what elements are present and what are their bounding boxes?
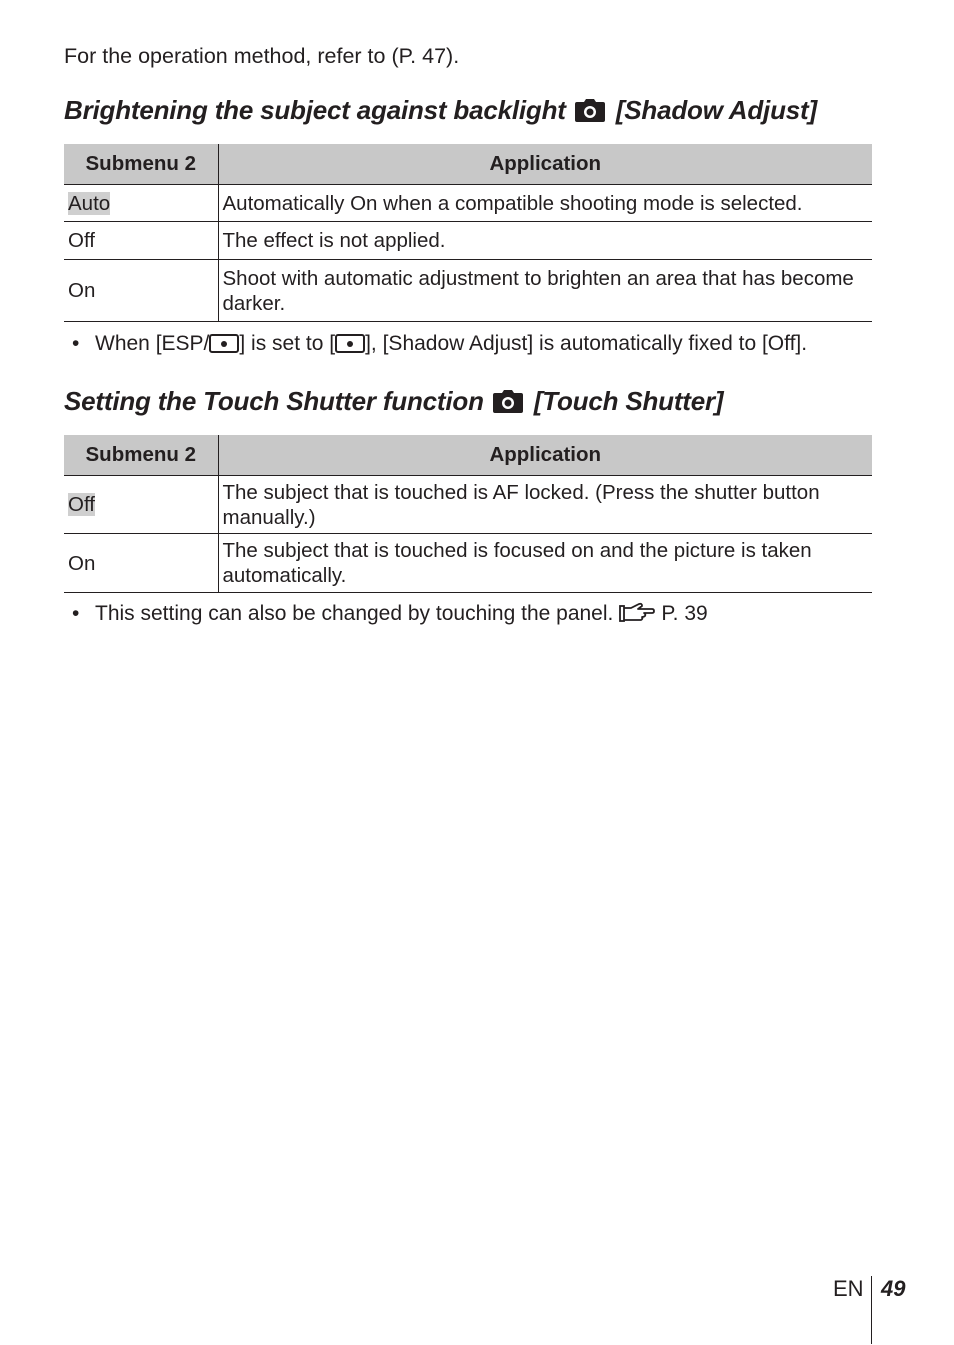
note-bullet: • This setting can also be changed by touching the panel. P. 39	[72, 602, 708, 630]
intro-text: For the operation method, refer to (P. 47).	[64, 44, 460, 68]
footer-divider	[871, 1276, 872, 1344]
section-heading-shadow-adjust	[64, 95, 817, 129]
option-description: The subject that is touched is focused on and the picture is taken automatically.	[218, 534, 872, 593]
heading-setting-name: [Shadow Adjust]	[615, 95, 817, 125]
heading-text: Setting the Touch Shutter function	[64, 386, 484, 416]
option-description: Automatically On when a compatible shooting mode is selected.	[218, 185, 872, 222]
pointing-hand-icon	[619, 602, 655, 630]
section-heading-touch-shutter	[64, 386, 723, 420]
option-description: Shoot with automatic adjustment to brighten an area that has become darker.	[218, 260, 872, 322]
heading-setting-name: [Touch Shutter]	[533, 386, 724, 416]
column-header: Application	[218, 435, 872, 476]
table-row	[64, 260, 872, 322]
language-label: EN	[833, 1276, 864, 1301]
column-header: Application	[218, 144, 872, 185]
option-description: The subject that is touched is AF locked. (Press the shutter button manually.)	[218, 476, 872, 534]
camera-icon	[493, 389, 523, 420]
camera-icon	[575, 98, 605, 129]
heading-text: Brightening the subject against backlight	[64, 95, 566, 125]
option-label: Off	[68, 229, 95, 252]
option-description: The effect is not applied.	[218, 222, 872, 260]
column-header: Submenu 2	[64, 435, 218, 476]
option-label: Auto	[68, 191, 111, 215]
table-row	[64, 185, 872, 222]
option-label: On	[68, 551, 96, 575]
shadow-adjust-table	[64, 144, 872, 322]
spot-metering-icon	[335, 334, 365, 353]
option-label: Off	[68, 493, 95, 516]
option-label: On	[68, 279, 96, 302]
table-row	[64, 476, 872, 534]
column-header: Submenu 2	[64, 144, 218, 185]
note-bullet: • When [ESP/ ] is set to [ ], [Shadow Adjust] is automatically fixed to [Off].	[72, 332, 808, 355]
page-number: 49	[881, 1276, 906, 1301]
table-row	[64, 534, 872, 593]
touch-shutter-table	[64, 435, 872, 593]
table-row	[64, 222, 872, 260]
page-reference: P. 39	[661, 602, 708, 625]
spot-metering-icon	[209, 334, 239, 353]
